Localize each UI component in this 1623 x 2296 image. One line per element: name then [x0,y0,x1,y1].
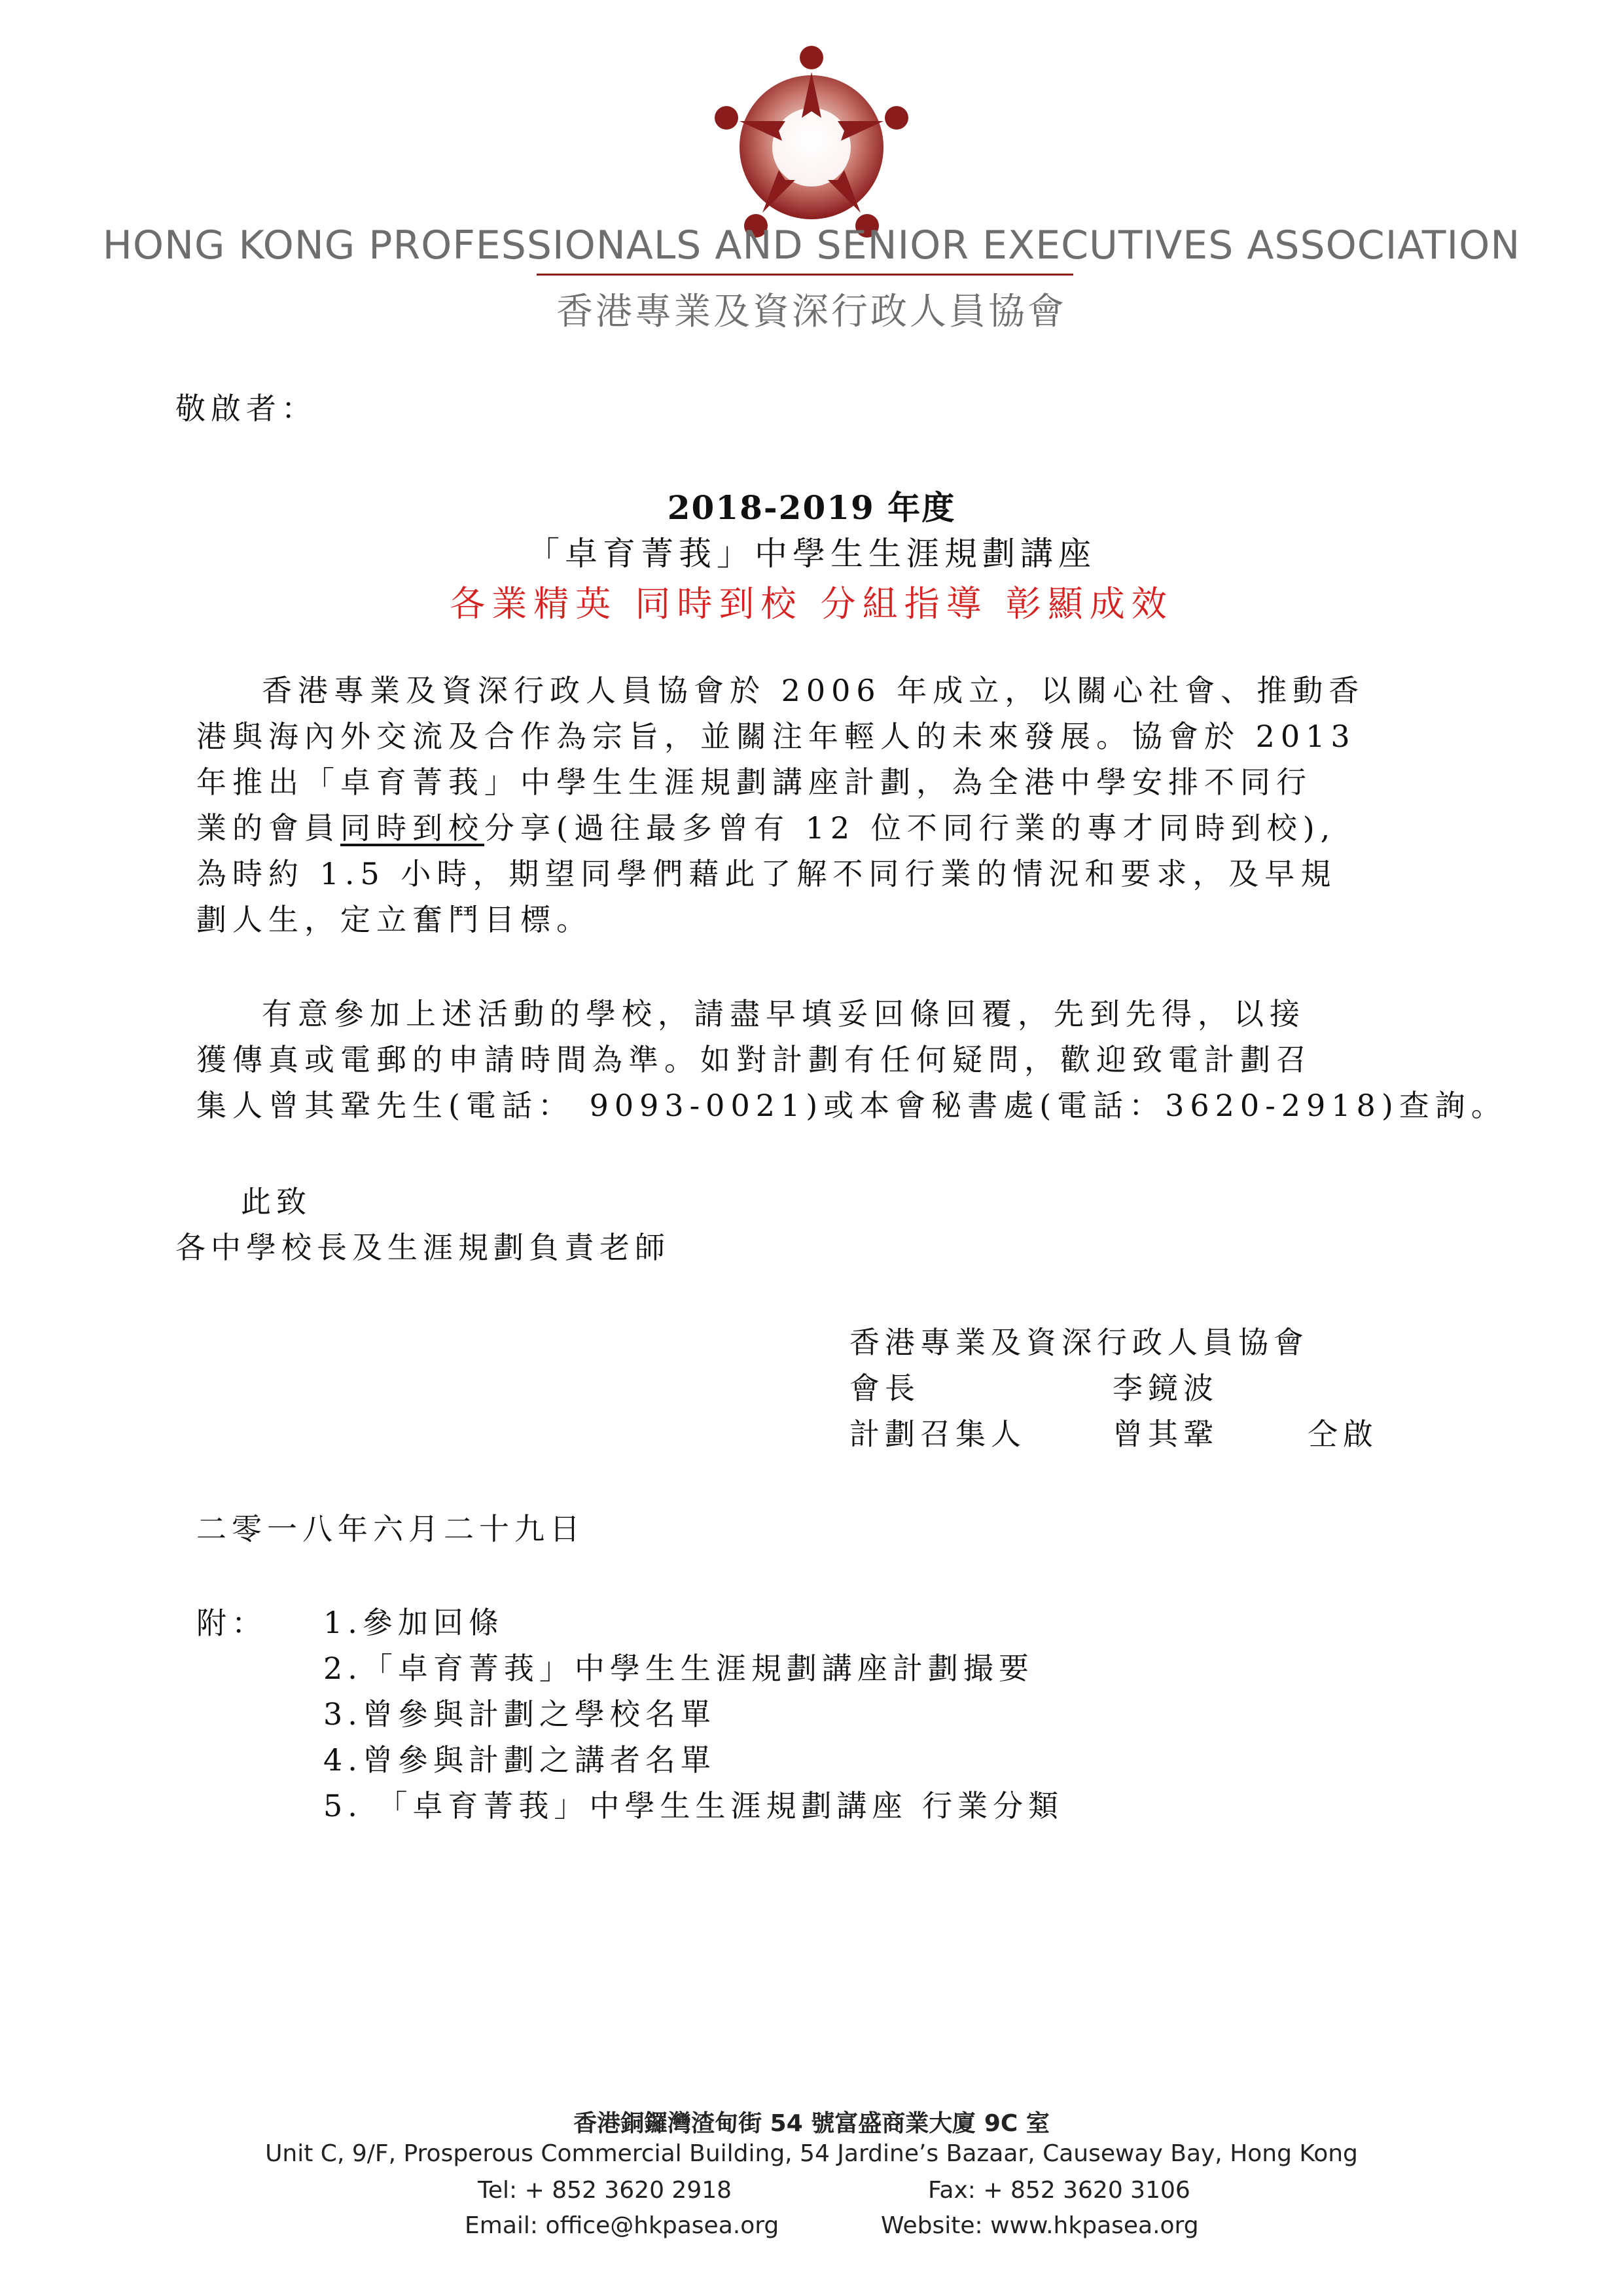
underlined-text: 同時到校 [340,810,484,846]
closing-recipient: 各中學校長及生涯規劃負責老師 [175,1230,670,1265]
attachments-label: 附： [196,1605,267,1641]
footer-website: Website: www.hkpasea.org [881,2212,1199,2239]
paragraph-line: 劃人生，定立奮鬥目標。 [196,902,592,937]
attachment-item: 1.參加回條 [323,1605,504,1640]
closing-greeting: 此致 [241,1184,312,1219]
signature-block [849,1319,1378,1457]
attachment-item: 2.「卓育菁莪」中學生生涯規劃講座計劃撮要 [323,1651,1034,1686]
paragraph-text: 分享(過往最多曾有 12 位不同行業的專才同時到校), [484,810,1336,846]
heading-year: 2018-2019 年度 [667,488,956,527]
salutation: 敬啟者： [175,391,317,426]
letter-date: 二零一八年六月二十九日 [196,1511,585,1547]
attachment-item: 5. 「卓育菁莪」中學生生涯規劃講座 行業分類 [323,1788,1064,1823]
paragraph-line: 有意參加上述活動的學校，請盡早填妥回條回覆，先到先得，以接 [262,996,1306,1031]
letterhead-divider [537,274,1073,276]
paragraph-line: 年推出「卓育菁莪」中學生生涯規劃講座計劃，為全港中學安排不同行 [196,764,1312,800]
signature-org: 香港專業及資深行政人員協會 [849,1325,1309,1360]
paragraph-line [196,805,1453,851]
org-name-zh: 香港專業及資深行政人員協會 [556,291,1067,333]
heading-slogan: 各業精英 同時到校 分組指導 彰顯成效 [450,583,1173,624]
heading-title: 「卓育菁莪」中學生生涯規劃講座 [527,535,1096,573]
paragraph-enquiry [196,991,1507,1128]
footer-fax: Fax: + 852 3620 3106 [928,2177,1190,2204]
footer-tel: Tel: + 852 3620 2918 [478,2177,732,2204]
footer-email: Email: office@hkpasea.org [465,2212,779,2239]
five-figures-circle-logo-icon [707,39,916,249]
signature-row [849,1365,1309,1411]
footer-address-en: Unit C, 9/F, Prosperous Commercial Building, 54 Jardine’s Bazaar, Causeway Bay, Hong Kong [265,2140,1358,2167]
attachment-item: 3.曾參與計劃之學校名單 [323,1696,716,1732]
signature-name: 李鏡波 [1113,1371,1219,1406]
paragraph-line: 港與海內外交流及合作為宗旨，並關注年輕人的未來發展。協會於 2013 [196,719,1356,754]
attachments-list [323,1600,1063,1829]
org-name-en: HONG KONG PROFESSIONALS AND SENIOR EXECUTIVES ASSOCIATION [102,223,1521,268]
footer-address-zh: 香港銅鑼灣渣甸街 54 號富盛商業大廈 9C 室 [573,2110,1050,2137]
signature-role: 會長 [849,1371,920,1406]
signature-name: 曾其鞏 [1113,1416,1219,1452]
signature-row [849,1411,1378,1457]
paragraph-line: 集人曾其鞏先生(電話： 9093-0021)或本會秘書處(電話：3620-2918)查詢。 [196,1088,1507,1123]
paragraph-line: 獲傳真或電郵的申請時間為準。如對計劃有任何疑問，歡迎致電計劃召 [196,1042,1312,1077]
paragraph-intro [196,668,1453,942]
signature-role: 計劃召集人 [849,1416,1026,1452]
attachment-item: 4.曾參與計劃之講者名單 [323,1742,716,1778]
signature-signoff: 仝啟 [1308,1416,1378,1452]
paragraph-line: 香港專業及資深行政人員協會於 2006 年成立，以關心社會、推動香 [262,673,1365,708]
paragraph-line: 為時約 1.5 小時，期望同學們藉此了解不同行業的情況和要求，及早規 [196,856,1337,891]
paragraph-text: 業的會員 [196,810,340,846]
